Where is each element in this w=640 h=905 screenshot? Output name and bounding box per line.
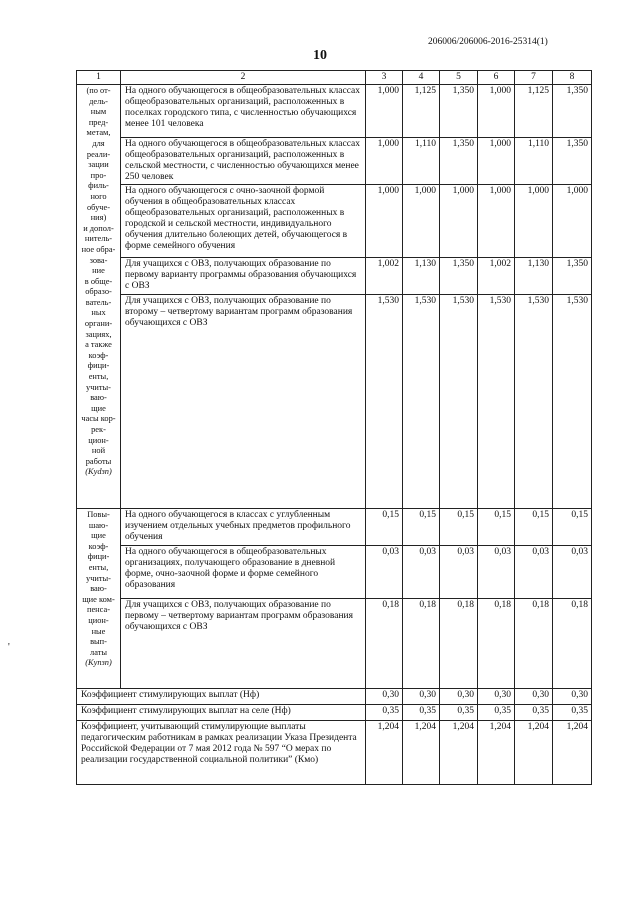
value-cell: 0,03 (478, 546, 515, 599)
value-cell: 0,03 (403, 546, 440, 599)
value-cell: 1,000 (366, 185, 403, 258)
row-description: Для учащихся с ОВЗ, получающих образование по первому – четвертому вариантам программ образования обучающихся с ОВЗ (121, 599, 366, 689)
row-description: Для учащихся с ОВЗ, получающих образование по второму – четвертому вариантам программ образования обучающихся с ОВЗ (121, 295, 366, 509)
table-row (77, 546, 592, 599)
value-cell: 1,350 (553, 138, 592, 185)
table-row (77, 85, 592, 138)
table-row (77, 509, 592, 546)
value-cell: 0,18 (440, 599, 478, 689)
value-cell: 0,15 (440, 509, 478, 546)
table-row (77, 258, 592, 295)
table-row (77, 599, 592, 689)
value-cell: 1,204 (553, 721, 592, 785)
value-cell: 1,204 (366, 721, 403, 785)
value-cell: 1,000 (553, 185, 592, 258)
value-cell: 1,002 (478, 258, 515, 295)
header-cell-5: 5 (440, 71, 478, 85)
value-cell: 1,204 (515, 721, 553, 785)
header-cell-6: 6 (478, 71, 515, 85)
coefficient-description: Коэффициент стимулирующих выплат (Нф) (77, 689, 366, 705)
value-cell: 0,35 (553, 705, 592, 721)
table-row (77, 138, 592, 185)
value-cell: 1,530 (515, 295, 553, 509)
value-cell: 1,530 (440, 295, 478, 509)
value-cell: 1,000 (478, 85, 515, 138)
value-cell: 1,530 (403, 295, 440, 509)
value-cell: 0,35 (515, 705, 553, 721)
row-description: Для учащихся с ОВЗ, получающих образование по первому варианту программы образования обучающихся с ОВЗ (121, 258, 366, 295)
table-row (77, 295, 592, 509)
value-cell: 0,15 (403, 509, 440, 546)
margin-mark: ' (8, 642, 10, 653)
value-cell: 0,15 (553, 509, 592, 546)
value-cell: 0,03 (366, 546, 403, 599)
value-cell: 1,002 (366, 258, 403, 295)
value-cell: 1,204 (478, 721, 515, 785)
value-cell: 1,204 (403, 721, 440, 785)
table-row (77, 721, 592, 785)
value-cell: 1,530 (366, 295, 403, 509)
value-cell: 1,204 (440, 721, 478, 785)
value-cell: 1,000 (440, 185, 478, 258)
header-cell-4: 4 (403, 71, 440, 85)
value-cell: 0,35 (403, 705, 440, 721)
value-cell: 0,18 (366, 599, 403, 689)
row-description: На одного обучающегося в классах с углубленным изучением отдельных учебных предметов профильного обучения (121, 509, 366, 546)
header-cell-8: 8 (553, 71, 592, 85)
coefficient-description: Коэффициент стимулирующих выплат на селе (Нф) (77, 705, 366, 721)
value-cell: 0,03 (440, 546, 478, 599)
value-cell: 0,35 (366, 705, 403, 721)
value-cell: 1,125 (515, 85, 553, 138)
table-row (77, 689, 592, 705)
group2-label: Повы- шаю- щие коэф- фици- енты, учиты- ваю- щие ком- пенса- цион- ные вып- латы (Kупзп) (77, 509, 121, 689)
group-code: (Kупзп) (85, 658, 112, 668)
value-cell: 1,350 (440, 258, 478, 295)
value-cell: 0,30 (515, 689, 553, 705)
row-description: На одного обучающегося с очно-заочной формой обучения в общеобразовательных классах общеобразовательных организаций, расположенных в городской и сельской местности, индивидуального обучения длительно болеющих детей, обучающегося в форме семейного обучения (121, 185, 366, 258)
value-cell: 1,350 (440, 85, 478, 138)
value-cell: 0,18 (515, 599, 553, 689)
value-cell: 1,130 (515, 258, 553, 295)
value-cell: 1,530 (478, 295, 515, 509)
value-cell: 0,30 (366, 689, 403, 705)
row-description: На одного обучающегося в общеобразовательных классах общеобразовательных организаций, расположенных в поселках городского типа, с численностью обучающихся менее 101 человека (121, 85, 366, 138)
row-description: На одного обучающегося в общеобразовательных организациях, получающего образование в дневной форме, очно-заочной форме и форме семейного образования (121, 546, 366, 599)
value-cell: 1,130 (403, 258, 440, 295)
header-cell-7: 7 (515, 71, 553, 85)
value-cell: 1,110 (403, 138, 440, 185)
value-cell: 1,110 (515, 138, 553, 185)
value-cell: 0,18 (553, 599, 592, 689)
value-cell: 0,15 (515, 509, 553, 546)
page-number: 10 (313, 48, 327, 63)
value-cell: 0,30 (478, 689, 515, 705)
coefficients-table (76, 70, 592, 785)
row-description: На одного обучающегося в общеобразовательных классах общеобразовательных организаций, расположенных в сельской местности, с численностью обучающихся менее 250 человек (121, 138, 366, 185)
value-cell: 1,350 (553, 85, 592, 138)
document-number: 206006/206006-2016-25314(1) (428, 37, 548, 47)
group-code: (Kydзп) (85, 467, 112, 477)
value-cell: 0,15 (366, 509, 403, 546)
value-cell: 1,000 (403, 185, 440, 258)
header-cell-1: 1 (77, 71, 121, 85)
group1-label: (по от- дель- ным пред- метам, для реали- зации про- филь- ного обуче- ния) и допол- нитель- ное обра- зова- ние в обще- образо- ватель- ных органи- зациях, а также коэф- фици- енты, учиты- ваю- щие часы кор- рек- цион- ной работы (Kydзп) (77, 85, 121, 509)
value-cell: 1,530 (553, 295, 592, 509)
value-cell: 1,000 (366, 85, 403, 138)
header-cell-3: 3 (366, 71, 403, 85)
value-cell: 1,350 (440, 138, 478, 185)
value-cell: 0,35 (440, 705, 478, 721)
table-row (77, 705, 592, 721)
value-cell: 0,18 (478, 599, 515, 689)
value-cell: 1,000 (366, 138, 403, 185)
value-cell: 0,30 (553, 689, 592, 705)
value-cell: 0,30 (440, 689, 478, 705)
header-row (77, 71, 592, 85)
value-cell: 0,15 (478, 509, 515, 546)
coefficient-description: Коэффициент, учитывающий стимулирующие выплаты педагогическим работникам в рамках реализации Указа Президента Российской Федерации от 7 мая 2012 года № 597 “О мерах по реализации государственной социальной политики” (Кмо) (77, 721, 366, 785)
value-cell: 1,350 (553, 258, 592, 295)
value-cell: 1,000 (478, 138, 515, 185)
value-cell: 1,125 (403, 85, 440, 138)
value-cell: 0,30 (403, 689, 440, 705)
value-cell: 1,000 (515, 185, 553, 258)
table-row (77, 185, 592, 258)
value-cell: 0,18 (403, 599, 440, 689)
value-cell: 0,03 (553, 546, 592, 599)
header-cell-2: 2 (121, 71, 366, 85)
value-cell: 1,000 (478, 185, 515, 258)
value-cell: 0,35 (478, 705, 515, 721)
value-cell: 0,03 (515, 546, 553, 599)
